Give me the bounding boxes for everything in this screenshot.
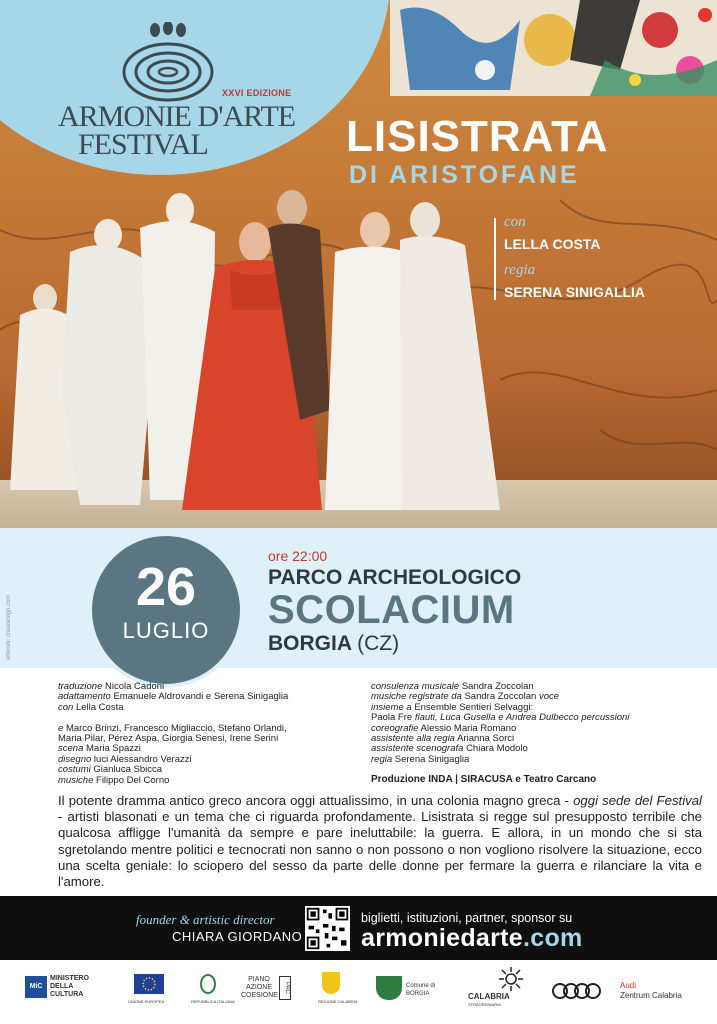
actors-figures bbox=[0, 190, 520, 528]
credit-role: e bbox=[58, 722, 64, 734]
sponsor-ministero: MINISTERO DELLA CULTURA bbox=[50, 975, 89, 998]
regione-calabria-shield-icon bbox=[322, 972, 340, 994]
credit-name: Nicola Cadoni bbox=[105, 681, 165, 692]
with-name: LELLA COSTA bbox=[504, 236, 601, 252]
credit-role: coreografie bbox=[371, 722, 419, 734]
collage-shapes bbox=[390, 0, 717, 96]
credit-name: Emanuele Aldrovandi e Serena Sinigaglia bbox=[113, 691, 289, 703]
credit-right-row bbox=[371, 702, 533, 713]
comune-borgia-crest-icon bbox=[376, 976, 402, 1000]
venue-line1: PARCO ARCHEOLOGICO bbox=[268, 566, 522, 589]
credit-role: disegno bbox=[58, 753, 92, 765]
credit-role: musiche bbox=[58, 774, 94, 786]
credit-name: Chiara Modolo bbox=[466, 743, 528, 755]
founder-role: founder & artistic director bbox=[136, 912, 275, 927]
director-label: regia bbox=[504, 262, 536, 278]
festival-name-festival: FESTIVAL bbox=[78, 128, 208, 161]
credit-suffix: flauti, Luca Gusella e Andrea Dulbecco percussioni bbox=[414, 712, 630, 724]
credit-name: Paola Fre bbox=[371, 712, 413, 724]
sponsor-calabria-sub: STRAORDINARIA bbox=[468, 1002, 501, 1007]
credit-role: scena bbox=[58, 743, 84, 755]
credit-role: con bbox=[58, 701, 74, 713]
website-link[interactable] bbox=[361, 924, 583, 953]
repubblica-emblem-icon bbox=[200, 974, 216, 994]
director-name: SERENA SINIGALLIA bbox=[504, 284, 646, 300]
sponsor-pac: PIANO AZIONE COESIONE bbox=[241, 976, 278, 999]
event-month: LUGLIO bbox=[122, 618, 210, 643]
credit-name: Gianluca Sbicca bbox=[93, 764, 163, 776]
credit-role: musiche registrate da bbox=[371, 691, 462, 703]
credit-role: insieme a bbox=[371, 701, 412, 713]
credit-right-row bbox=[371, 723, 516, 734]
synopsis-part2: - artisti blasonati e un tema che ci riguarda profondamente. Lisistrata si regge sul presupposto terribile che qualcosa affligge l'umanità da sempre e pare ineluttabile: la guerra. E allora, in un mondo che si sta sgretolando mentre politici e tecnocrati non sanno o non possono o non vogliono risolvere la situazione, ecco una scelta geniale: lo sciopero del sesso da parte delle donne per fermare la guerra e rilanciare la vita e l'amore. bbox=[58, 809, 702, 890]
credit-name: Arianna Sorci bbox=[457, 733, 515, 744]
show-subtitle: DI ARISTOFANE bbox=[349, 161, 580, 189]
credit-left-row bbox=[58, 702, 124, 713]
sponsor-audi-brand: Audi bbox=[620, 981, 637, 990]
event-town bbox=[268, 632, 399, 656]
credit-left-row bbox=[58, 775, 169, 786]
credit-left-row bbox=[58, 733, 278, 744]
credit-left-row bbox=[58, 723, 287, 734]
festival-name: ARMONIE D'ARTE bbox=[58, 100, 296, 133]
credit-left-row bbox=[58, 743, 141, 754]
credit-right-row bbox=[371, 743, 528, 754]
credit-name: Serena Sinigaglia bbox=[394, 753, 470, 765]
credit-right-row bbox=[371, 712, 629, 723]
qr-code-icon[interactable] bbox=[305, 906, 350, 951]
credit-role: traduzione bbox=[58, 681, 103, 692]
credit-name: Lella Costa bbox=[75, 701, 124, 713]
synopsis-emphasis: oggi sede del Festival bbox=[573, 793, 702, 808]
synopsis-part1: Il potente dramma antico greco ancora oggi attualissimo, in una colonia magno greca - bbox=[58, 793, 574, 808]
site-tld: .com bbox=[523, 924, 583, 952]
credit-name: Marco Brinzi, Francesco Migliaccio, Stefano Orlandi, bbox=[65, 722, 287, 734]
founder-name: CHIARA GIORDANO bbox=[172, 929, 303, 944]
eu-stars bbox=[134, 974, 164, 994]
tickets-text: biglietti, istituzioni, partner, sponsor su bbox=[361, 911, 573, 925]
credit-role: costumi bbox=[58, 764, 91, 776]
calabria-sun-icon bbox=[498, 966, 524, 992]
site-main: armoniedarte bbox=[361, 924, 523, 952]
production-credit: Produzione INDA | SIRACUSA e Teatro Carcano bbox=[371, 774, 597, 785]
with-label: con bbox=[504, 214, 526, 230]
credit-left-row bbox=[58, 691, 288, 702]
synopsis bbox=[58, 793, 702, 890]
credit-role: assistente scenografa bbox=[371, 743, 464, 755]
sponsor-repubblica: REPUBBLICA ITALIANA bbox=[191, 999, 235, 1004]
eu-flag-icon bbox=[134, 974, 164, 994]
sponsor-regione: REGIONE CALABRIA bbox=[318, 999, 358, 1004]
credit-right-row bbox=[371, 691, 559, 702]
credit-name: Maria Spazzi bbox=[86, 743, 141, 755]
credit-left-row bbox=[58, 754, 192, 765]
credit-name: Ensemble Sentieri Selvaggi: bbox=[414, 701, 534, 713]
event-day: 26 bbox=[135, 557, 197, 617]
artwork-credit: artwork: creadesign.com bbox=[6, 594, 12, 660]
festival-logo-icon bbox=[118, 22, 218, 104]
sponsors-strip bbox=[0, 960, 717, 1024]
credits-divider bbox=[494, 218, 496, 300]
credit-name: luci Alessandro Verazzi bbox=[93, 753, 192, 765]
sponsor-comune: Comune di BORGIA bbox=[406, 983, 436, 997]
credit-name: Maria Pilar, Pérez Aspa, Giorgia Senesi, Irene Serini bbox=[58, 733, 279, 744]
sponsor-calabria: CALABRIA bbox=[468, 992, 510, 1001]
credit-name: Filippo Del Corno bbox=[96, 774, 170, 786]
credit-right-row bbox=[371, 733, 514, 744]
sponsor-audi-dealer: Zentrum Calabria bbox=[620, 991, 682, 1000]
event-time: ore 22:00 bbox=[268, 548, 328, 564]
credit-role: consulenza musicale bbox=[371, 681, 460, 692]
credit-left-row bbox=[58, 764, 162, 775]
audi-rings-icon bbox=[551, 982, 603, 1000]
credit-role: assistente alla regia bbox=[371, 733, 455, 744]
pac-badge: PAC bbox=[279, 976, 291, 1000]
credit-right-row bbox=[371, 754, 469, 765]
collage-art bbox=[390, 0, 717, 96]
credit-right-row bbox=[371, 681, 534, 692]
show-title: LISISTRATA bbox=[346, 112, 609, 161]
venue-line2: SCOLACIUM bbox=[268, 588, 515, 632]
credit-name: Sandra Zoccolan bbox=[461, 681, 534, 692]
mic-logo-icon: MiC bbox=[25, 976, 47, 998]
credit-suffix: voce bbox=[538, 691, 560, 703]
credit-left-row bbox=[58, 681, 164, 692]
town-province: (CZ) bbox=[357, 632, 400, 655]
credit-name: Sandra Zoccolan bbox=[464, 691, 537, 703]
footer-bar bbox=[0, 896, 717, 960]
credit-role: regia bbox=[371, 753, 393, 765]
town-name: BORGIA bbox=[268, 632, 352, 655]
credit-role: adattamento bbox=[58, 691, 111, 703]
festival-edition: XXVI EDIZIONE bbox=[222, 88, 292, 98]
credit-name: Alessio Maria Romano bbox=[420, 722, 517, 734]
sponsor-ue: UNIONE EUROPEA bbox=[128, 999, 165, 1004]
